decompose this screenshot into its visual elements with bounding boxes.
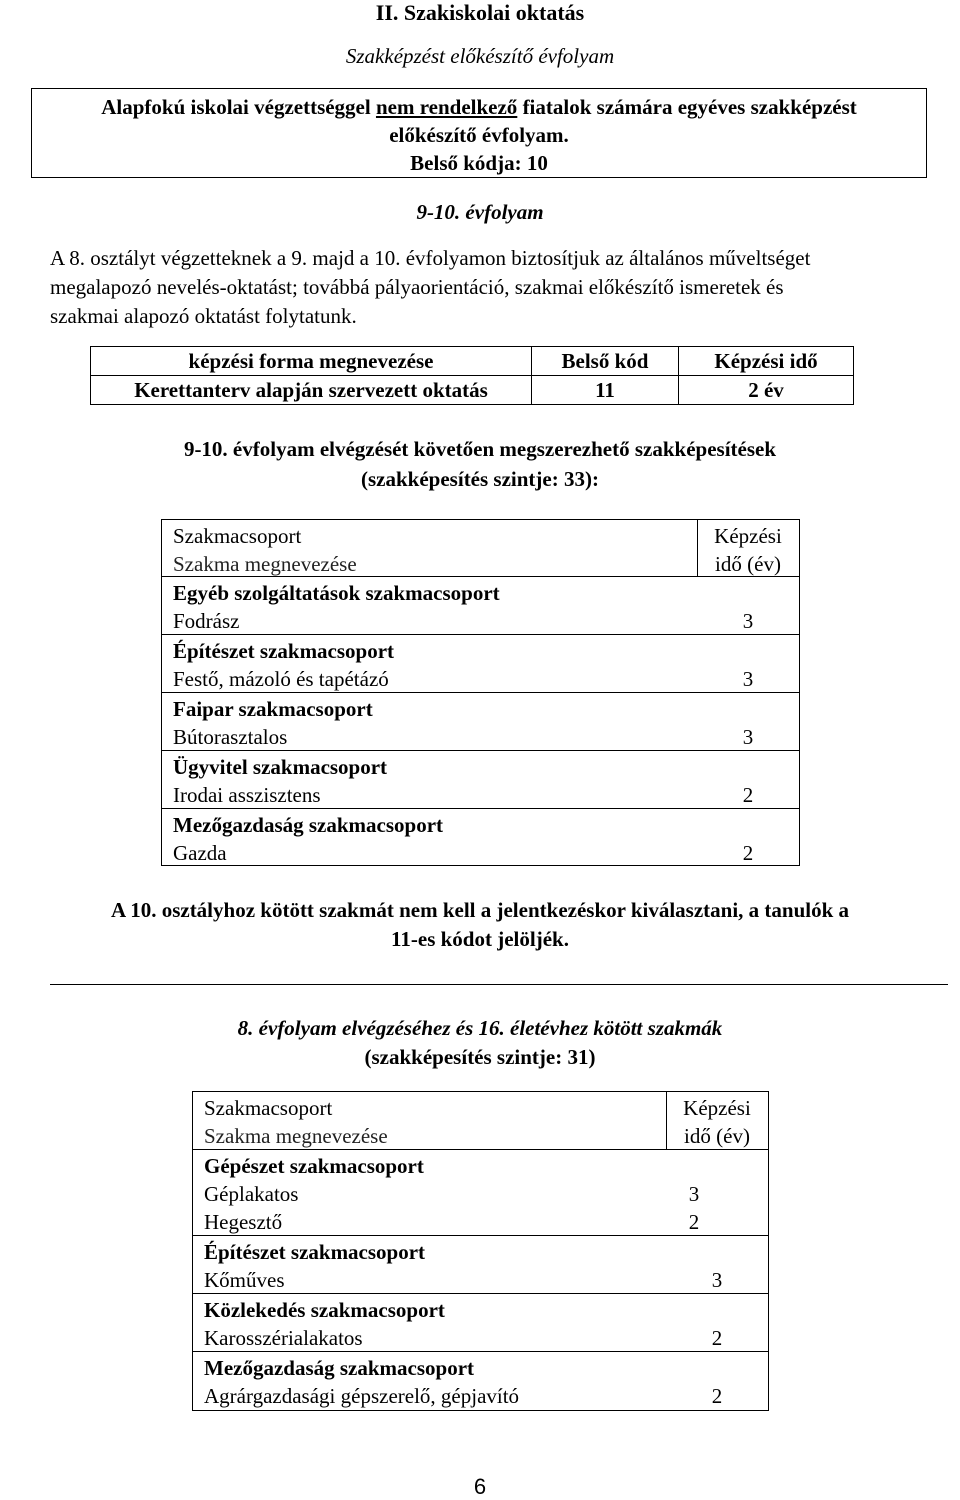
table-header-row <box>162 520 799 576</box>
section-subtitle: Szakképzést előkészítő évfolyam <box>345 44 615 68</box>
chapter-title: II. Szakiskolai oktatás <box>375 0 585 25</box>
header-time: Képzési <box>714 524 782 548</box>
profession-years: 3 <box>711 1268 723 1292</box>
group-name: Mezőgazdaság szakmacsoport <box>204 1356 475 1380</box>
header-cell: Belső kód <box>532 347 679 376</box>
profession-name: Festő, mázoló és tapétázó <box>173 667 389 691</box>
table-row <box>193 1149 768 1236</box>
qualifications-heading: 9-10. évfolyam elvégzését követően megszerezhető szakképesítések (szakképesítés szintje: 33): <box>183 437 777 491</box>
table-header-row <box>193 1092 768 1149</box>
intro-line-2: előkészítő évfolyam. <box>389 123 569 147</box>
selection-note: A 10. osztályhoz kötött szakmát nem kell a jelentkezéskor kiválasztani, a tanulók a 11-es kódot jelöljék. <box>110 898 850 951</box>
horizontal-rule <box>50 984 948 985</box>
group-name: Ügyvitel szakmacsoport <box>173 755 388 779</box>
grade8-heading: 8. évfolyam elvégzéséhez és 16. életévhez kötött szakmák (szakképesítés szintje: 31) <box>237 1016 723 1069</box>
profession-name: Géplakatos <box>204 1182 299 1206</box>
header-name: Szakma megnevezése <box>204 1124 388 1148</box>
group-name: Közlekedés szakmacsoport <box>204 1298 445 1322</box>
table-row <box>162 750 799 808</box>
profession-years: 2 <box>711 1384 723 1408</box>
table-row <box>91 376 854 405</box>
group-name: Mezőgazdaság szakmacsoport <box>173 813 444 837</box>
profession-years: 2 <box>711 1326 723 1350</box>
qualifications-table-grade8 <box>192 1091 769 1411</box>
table-row <box>193 1235 768 1294</box>
profession-years: 2 <box>688 1210 700 1234</box>
profession-years: 3 <box>742 725 754 749</box>
profession-years: 3 <box>688 1182 700 1206</box>
intro-underlined-text: nem rendelkező <box>375 95 518 119</box>
group-name: Építészet szakmacsoport <box>173 639 395 663</box>
header-time: idő (év) <box>684 1124 750 1148</box>
table-row <box>162 576 799 634</box>
table-cell: Kerettanterv alapján szervezett oktatás <box>91 376 532 405</box>
group-name: Gépészet szakmacsoport <box>204 1154 424 1178</box>
qualifications-table-9-10 <box>161 519 800 866</box>
header-time: Képzési <box>683 1096 751 1120</box>
table-cell: 2 év <box>679 376 854 405</box>
table-row <box>193 1293 768 1352</box>
intro-box <box>31 88 927 178</box>
profession-name: Agrárgazdasági gépszerelő, gépjavító <box>204 1384 520 1408</box>
intro-paragraph <box>50 244 946 331</box>
profession-name: Irodai asszisztens <box>173 783 321 807</box>
profession-years: 2 <box>742 841 754 865</box>
grade-heading: 9-10. évfolyam <box>416 200 544 224</box>
group-name: Építészet szakmacsoport <box>204 1240 426 1264</box>
paragraph-line: szakmai alapozó oktatást folytatunk. <box>50 304 357 328</box>
header-cell: Képzési idő <box>679 347 854 376</box>
table-row <box>162 634 799 692</box>
table-row <box>162 808 799 866</box>
intro-code-line: Belső kódja: 10 <box>410 151 548 175</box>
profession-name: Fodrász <box>173 609 240 633</box>
profession-name: Karosszérialakatos <box>204 1326 363 1350</box>
header-group: Szakmacsoport <box>204 1096 333 1120</box>
paragraph-line: megalapozó nevelés-oktatást; továbbá pályaorientáció, szakmai előkészítő ismeretek és <box>50 275 784 299</box>
table-header-row <box>91 347 854 376</box>
header-name: Szakma megnevezése <box>173 552 357 576</box>
page-number: 6 <box>473 1474 487 1499</box>
group-name: Egyéb szolgáltatások szakmacsoport <box>173 581 500 605</box>
intro-line-1: Alapfokú iskolai végzettséggel nem rendelkező fiatalok számára egyéves szakképzést <box>101 95 857 119</box>
profession-years: 3 <box>742 667 754 691</box>
profession-years: 2 <box>742 783 754 807</box>
profession-years: 3 <box>742 609 754 633</box>
training-form-table <box>90 346 854 405</box>
profession-name: Gazda <box>173 841 227 865</box>
table-row <box>193 1351 768 1411</box>
profession-name: Kőműves <box>204 1268 285 1292</box>
header-time: idő (év) <box>715 552 781 576</box>
profession-name: Hegesztő <box>204 1210 283 1234</box>
table-cell: 11 <box>532 376 679 405</box>
header-group: Szakmacsoport <box>173 524 302 548</box>
header-cell: képzési forma megnevezése <box>91 347 532 376</box>
profession-name: Bútorasztalos <box>173 725 288 749</box>
group-name: Faipar szakmacsoport <box>173 697 373 721</box>
paragraph-line: A 8. osztályt végzetteknek a 9. majd a 10. évfolyamon biztosítjuk az általános műveltséget <box>50 246 811 270</box>
table-row <box>162 692 799 750</box>
